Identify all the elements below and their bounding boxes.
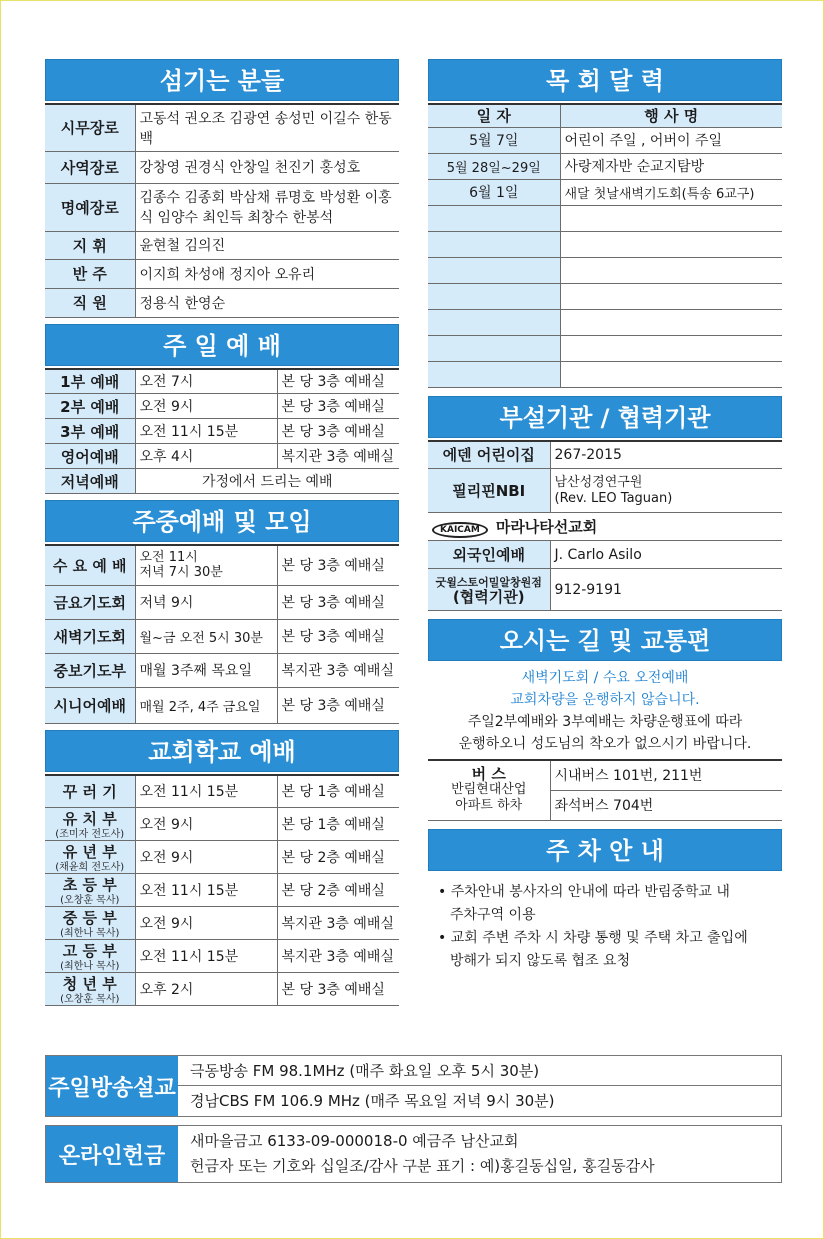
school-dept: 중 등 부 (62, 909, 117, 927)
affiliates-header: 부설기관 / 협력기관 (428, 396, 782, 438)
weekday-header: 주중예배 및 모임 (45, 500, 399, 542)
calendar-event (560, 231, 782, 257)
school-label (45, 841, 135, 874)
school-time: 오전 11시 15분 (135, 775, 277, 808)
parking-notice (428, 871, 782, 973)
serve-value: 윤현철 김의진 (135, 231, 399, 259)
sunday-time: 오전 7시 (135, 369, 277, 394)
calendar-event: 어린이 주일 , 어버이 주일 (560, 127, 782, 153)
offering-content (178, 1126, 781, 1182)
offering-label: 온라인헌금 (46, 1126, 178, 1182)
calendar-col-event: 행 사 명 (560, 104, 782, 127)
directions-line: 교회차량을 운행하지 않습니다. (510, 692, 700, 708)
serve-label: 반 주 (45, 259, 135, 288)
weekday-time: 매월 3주째 목요일 (135, 653, 277, 687)
parking-item: • 주차안내 봉사자의 안내에 따라 반림중학교 내 (438, 883, 730, 900)
weekday-place: 본 당 3층 예배실 (277, 545, 399, 585)
school-time: 오전 11시 15분 (135, 874, 277, 907)
school-label (45, 775, 135, 808)
school-place: 본 당 1층 예배실 (277, 775, 399, 808)
calendar-date (428, 361, 560, 387)
serve-value: 정용식 한영순 (135, 288, 399, 317)
calendar-date: 5월 7일 (428, 127, 560, 153)
sunday-time: 오후 4시 (135, 444, 277, 469)
calendar-date (428, 309, 560, 335)
school-dept: 초 등 부 (62, 876, 117, 894)
school-time: 오전 11시 15분 (135, 940, 277, 973)
affiliates-table (428, 440, 782, 612)
offering-box (45, 1125, 782, 1183)
bus-route: 시내버스 101번, 211번 (550, 760, 782, 790)
school-place: 본 당 3층 예배실 (277, 973, 399, 1006)
sunday-evening-value: 가정에서 드리는 예배 (135, 469, 399, 494)
serve-label: 명예장로 (45, 183, 135, 231)
school-dept: 고 등 부 (62, 942, 117, 960)
bus-title: 버 스 (471, 765, 506, 784)
kaicam-row (428, 513, 782, 541)
affiliate-label: 필리핀NBI (428, 469, 550, 513)
school-place: 본 당 2층 예배실 (277, 841, 399, 874)
school-label (45, 907, 135, 940)
calendar-event: 사랑제자반 순교지탐방 (560, 153, 782, 179)
sunday-label: 영어예배 (45, 444, 135, 469)
weekday-place: 본 당 3층 예배실 (277, 687, 399, 723)
school-place: 복지관 3층 예배실 (277, 940, 399, 973)
kaicam-name: 마라나타선교회 (495, 517, 598, 536)
directions-notice (428, 661, 782, 755)
calendar-event (560, 335, 782, 361)
sunday-label: 3부 예배 (45, 419, 135, 444)
coop-tag: (협력기관) (452, 587, 525, 606)
weekday-time: 오전 11시 저녁 7시 30분 (135, 545, 277, 585)
school-time: 오전 9시 (135, 841, 277, 874)
school-dept: 청 년 부 (62, 975, 117, 993)
serve-table (45, 103, 399, 318)
parking-item: 방해가 되지 않도록 협조 요청 (450, 952, 631, 969)
calendar-event: 새달 첫날새벽기도회(특송 6교구) (560, 179, 782, 205)
sunday-time: 오전 9시 (135, 394, 277, 419)
weekday-place: 복지관 3층 예배실 (277, 653, 399, 687)
sunday-label: 1부 예배 (45, 369, 135, 394)
directions-line: 주일2부예배와 3부예배는 차량운행표에 따라 (467, 714, 743, 730)
bus-table (428, 759, 782, 821)
school-dept: 유 년 부 (62, 843, 117, 861)
weekday-label: 시니어예배 (45, 687, 135, 723)
calendar-date: 6월 1일 (428, 179, 560, 205)
weekday-label: 새벽기도회 (45, 619, 135, 653)
calendar-table (428, 103, 782, 388)
sunday-place: 본 당 3층 예배실 (277, 369, 399, 394)
school-time: 오전 9시 (135, 907, 277, 940)
broadcast-label: 주일방송설교 (46, 1056, 178, 1116)
sunday-table (45, 368, 399, 495)
calendar-event (560, 309, 782, 335)
weekday-time: 매월 2주, 4주 금요일 (135, 687, 277, 723)
nbi-name: 남산성경연구원 (554, 474, 643, 490)
bus-stop: 아파트 하차 (455, 798, 523, 814)
weekday-time: 월~금 오전 5시 30분 (135, 619, 277, 653)
school-leader: (오창훈 목사) (60, 895, 120, 906)
offering-line: 헌금자 또는 기호와 십일조/감사 구분 표기 : 예)홍길동십일, 홍길동감사 (190, 1157, 655, 1175)
calendar-date (428, 231, 560, 257)
weekday-place: 본 당 3층 예배실 (277, 585, 399, 619)
serve-label: 지 휘 (45, 231, 135, 259)
school-leader: (최한나 목사) (60, 961, 120, 972)
calendar-event (560, 361, 782, 387)
broadcast-line: 경남CBS FM 106.9 MHz (매주 목요일 저녁 9시 30분) (190, 1092, 555, 1110)
school-leader: (채윤희 전도사) (55, 862, 125, 873)
sunday-place: 복지관 3층 예배실 (277, 444, 399, 469)
calendar-date (428, 335, 560, 361)
broadcast-content (178, 1056, 781, 1116)
sunday-header: 주 일 예 배 (45, 324, 399, 366)
weekday-label: 금요기도회 (45, 585, 135, 619)
sunday-label: 2부 예배 (45, 394, 135, 419)
school-dept: 꾸 러 기 (62, 782, 117, 801)
serve-value: 이지희 차성애 정지아 오유리 (135, 259, 399, 288)
directions-header: 오시는 길 및 교통편 (428, 619, 782, 661)
parking-header: 주 차 안 내 (428, 829, 782, 871)
sunday-place: 본 당 3층 예배실 (277, 394, 399, 419)
weekday-place: 본 당 3층 예배실 (277, 619, 399, 653)
calendar-col-date: 일 자 (428, 104, 560, 127)
school-leader: (오창훈 목사) (60, 994, 120, 1005)
affiliate-label: 에덴 어린이집 (428, 441, 550, 469)
calendar-date: 5월 28일~29일 (428, 153, 560, 179)
calendar-date (428, 205, 560, 231)
school-time: 오후 2시 (135, 973, 277, 1006)
school-leader: (조미자 전도사) (55, 829, 125, 840)
sunday-place: 본 당 3층 예배실 (277, 419, 399, 444)
parking-item: 주차구역 이용 (450, 906, 536, 923)
bus-label (428, 760, 550, 820)
affiliate-value (550, 469, 782, 513)
bus-route: 좌석버스 704번 (550, 790, 782, 820)
directions-line: 운행하오니 성도님의 착오가 없으시기 바랍니다. (458, 736, 752, 752)
school-time: 오전 9시 (135, 808, 277, 841)
calendar-event (560, 283, 782, 309)
nbi-pastor: (Rev. LEO Taguan) (554, 490, 673, 506)
school-label (45, 874, 135, 907)
calendar-event (560, 205, 782, 231)
parking-item: • 교회 주변 주차 시 차량 통행 및 주택 차고 출입에 (438, 929, 748, 946)
affiliate-value: 267-2015 (550, 441, 782, 469)
coop-name: 굿윌스토어밀알창원점 (435, 575, 542, 589)
school-leader: (최한나 목사) (60, 928, 120, 939)
broadcast-box (45, 1055, 782, 1117)
weekday-table (45, 544, 399, 724)
school-place: 본 당 1층 예배실 (277, 808, 399, 841)
school-label (45, 940, 135, 973)
school-place: 본 당 2층 예배실 (277, 874, 399, 907)
affiliate-value: 912-9191 (550, 569, 782, 611)
bus-stop: 반림현대산업 (451, 782, 527, 798)
school-label (45, 973, 135, 1006)
school-label (45, 808, 135, 841)
sunday-time: 오전 11시 15분 (135, 419, 277, 444)
school-table (45, 774, 399, 1007)
kaicam-logo: KAICAM (432, 522, 488, 538)
affiliate-label (428, 569, 550, 611)
calendar-header: 목 회 달 력 (428, 59, 782, 101)
affiliate-label: 외국인예배 (428, 541, 550, 569)
broadcast-line: 극동방송 FM 98.1MHz (매주 화요일 오후 5시 30분) (178, 1056, 781, 1086)
serve-value: 강창영 권경식 안창일 천진기 홍성호 (135, 151, 399, 183)
school-dept: 유 치 부 (62, 810, 117, 828)
serve-value: 김종수 김종회 박삼채 류명호 박성환 이홍식 임양수 최인득 최창수 한봉석 (135, 183, 399, 231)
calendar-event (560, 257, 782, 283)
serve-header: 섬기는 분들 (45, 59, 399, 101)
weekday-label: 수 요 예 배 (45, 545, 135, 585)
calendar-date (428, 283, 560, 309)
school-header: 교회학교 예배 (45, 730, 399, 772)
serve-label: 사역장로 (45, 151, 135, 183)
offering-line: 새마을금고 6133-09-000018-0 예금주 남산교회 (190, 1132, 519, 1150)
weekday-label: 중보기도부 (45, 653, 135, 687)
serve-value: 고동석 권오조 김광연 송성민 이길수 한동백 (135, 104, 399, 151)
calendar-date (428, 257, 560, 283)
serve-label: 직 원 (45, 288, 135, 317)
affiliate-value: J. Carlo Asilo (550, 541, 782, 569)
school-place: 복지관 3층 예배실 (277, 907, 399, 940)
serve-label: 시무장로 (45, 104, 135, 151)
sunday-label: 저녁예배 (45, 469, 135, 494)
directions-line: 새벽기도회 / 수요 오전예배 (521, 670, 689, 686)
weekday-time: 저녁 9시 (135, 585, 277, 619)
